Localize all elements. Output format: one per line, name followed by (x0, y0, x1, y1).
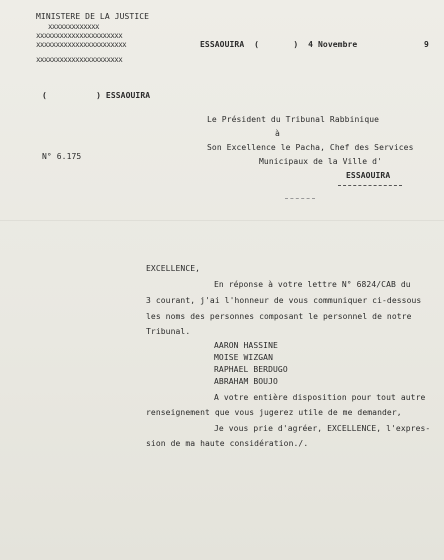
para1-line1: En réponse à votre lettre N° 6824/CAB du (214, 280, 411, 289)
paper-fold (0, 220, 444, 221)
document-number: N° 6.175 (42, 152, 82, 161)
para1-line4: Tribunal. (146, 327, 191, 336)
city-underline (338, 185, 402, 186)
redacted-line-4: xxxxxxxxxxxxxxxxxxxxxx (36, 55, 123, 64)
name-2: MOISE WIZGAN (214, 353, 273, 362)
separator-mark (285, 198, 315, 199)
name-4: ABRAHAM BOUJO (214, 377, 278, 386)
name-3: RAPHAEL BERDUGO (214, 365, 288, 374)
para1-line3: les noms des personnes composant le personnel de notre (146, 312, 412, 321)
redacted-line-1: xxxxxxxxxxxxx (48, 22, 99, 31)
place-date: ESSAOUIRA ( ) 4 Novembre (200, 40, 358, 49)
recipient-line: Son Excellence le Pacha, Chef des Services (207, 143, 414, 152)
name-1: AARON HASSINE (214, 341, 278, 350)
para2-line2: renseignement que vous jugerez utile de me demander, (146, 408, 402, 417)
recipient-line-2: Municipaux de la Ville d' (259, 157, 382, 166)
para1-line2: 3 courant, j'ai l'honneur de vous communiquer ci-dessous (146, 296, 422, 305)
reference-line: ( ) ESSAOUIRA (42, 91, 151, 100)
salutation: EXCELLENCE, (146, 264, 201, 273)
redacted-line-2: xxxxxxxxxxxxxxxxxxxxxx (36, 31, 123, 40)
year-fragment: 9 (424, 40, 429, 49)
recipient-city: ESSAOUIRA (346, 171, 391, 180)
ministry-heading: MINISTERE DE LA JUSTICE (36, 12, 150, 21)
para3-line2: sion de ma haute considération./. (146, 439, 309, 448)
para2-line1: A votre entière disposition pour tout autre (214, 393, 426, 402)
redacted-line-3: xxxxxxxxxxxxxxxxxxxxxxx (36, 40, 127, 49)
para3-line1: Je vous prie d'agréer, EXCELLENCE, l'expres- (214, 424, 431, 433)
address-a: à (275, 129, 280, 138)
sender-line: Le Président du Tribunal Rabbinique (207, 115, 380, 124)
